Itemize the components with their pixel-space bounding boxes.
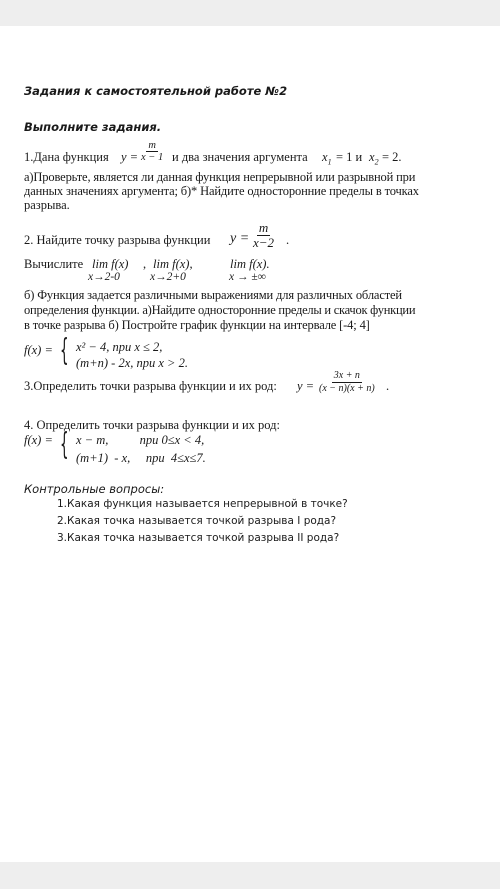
limit-2-subscript: x→2+0: [150, 271, 186, 283]
task-1-mid-text: и два значения аргумента: [172, 150, 308, 164]
question-3: 3.Какая точка называется точкой разрыва II рода?: [57, 532, 340, 544]
task-2-lead: 2. Найдите точку разрыва функции: [24, 233, 211, 247]
task-3-y-eq: y =: [297, 379, 315, 393]
document-title: Задания к самостоятельной работе №2: [24, 84, 288, 98]
document-page: [0, 26, 500, 862]
task-1-x2-value: = 2.: [382, 150, 402, 164]
task-2-calc-label: Вычислите: [24, 257, 84, 271]
task-2-case-2: (m+n) - 2x, при x > 2.: [76, 356, 188, 370]
task-1-x1-value: = 1 и: [336, 150, 363, 164]
limit-1: lim f(x): [92, 257, 129, 271]
limit-1-comma: ,: [143, 257, 147, 271]
task-2-line-b2: определения функции. а)Найдите односторонние пределы и скачок функции: [24, 303, 416, 317]
task-4-case-1: x − m, при 0≤x < 4,: [76, 433, 205, 447]
task-4-lead: 4. Определить точки разрыва функции и их род:: [24, 418, 281, 432]
task-3-tail: .: [386, 379, 390, 393]
task-3-fraction-denominator: (x − n)(x + n): [319, 382, 375, 394]
x1-symbol: x: [322, 150, 328, 164]
limit-3-subscript: x → ±∞: [229, 271, 266, 283]
x2-symbol: x: [369, 150, 375, 164]
task-1-fraction: [139, 140, 165, 164]
task-2-fx: f(x) =: [24, 343, 53, 357]
task-2-line-b3: в точке разрыва б) Постройте график функции на интервале [-4; 4]: [24, 318, 370, 332]
limit-3: lim f(x).: [230, 257, 270, 271]
task-2-fraction: [251, 221, 276, 250]
piecewise-brace-2: {: [60, 427, 69, 462]
question-1: 1.Какая функция называется непрерывной в точке?: [57, 498, 348, 510]
task-1-lead: 1.Дана функция: [24, 150, 109, 164]
task-2-fraction-numerator: m: [258, 220, 269, 235]
task-2-line-b1: б) Функция задается различными выражениями для различных областей: [24, 288, 402, 302]
task-4-case-2: (m+1) - x, при 4≤x≤7.: [76, 451, 206, 465]
task-1-y-eq: y =: [121, 150, 139, 164]
task-1-line-2: а)Проверьте, является ли данная функция непрерывной или разрывной при: [24, 170, 416, 184]
task-2-tail: .: [286, 233, 290, 247]
task-3-fraction: [317, 371, 377, 394]
task-1-fraction-denominator: x − 1: [141, 152, 164, 164]
task-2-case-1: x² − 4, при x ≤ 2,: [76, 340, 163, 354]
task-2-fraction-denominator: x−2: [253, 234, 275, 250]
limit-1-subscript: x→2-0: [88, 271, 120, 283]
question-2: 2.Какая точка называется точкой разрыва I рода?: [57, 515, 337, 527]
task-1-x2: [369, 150, 379, 167]
x1-subscript: 1: [327, 157, 332, 167]
task-1-x1: [322, 150, 332, 167]
task-3-fraction-numerator: 3x + n: [333, 370, 360, 381]
task-2-y-eq: y =: [230, 231, 250, 246]
task-4-fx: f(x) =: [24, 433, 53, 447]
document-subtitle: Выполните задания.: [24, 120, 162, 134]
task-3-lead: 3.Определить точки разрыва функции и их род:: [24, 379, 277, 393]
piecewise-brace-1: {: [60, 333, 69, 368]
questions-heading: Контрольные вопросы:: [24, 482, 165, 496]
task-1-line-4: разрыва.: [24, 198, 70, 212]
limit-2: lim f(x),: [153, 257, 193, 271]
task-1-line-3: данных значениях аргумента; б)* Найдите односторонние пределы в точках: [24, 184, 419, 198]
task-1-fraction-numerator: m: [148, 140, 156, 151]
x2-subscript: 2: [374, 157, 379, 167]
